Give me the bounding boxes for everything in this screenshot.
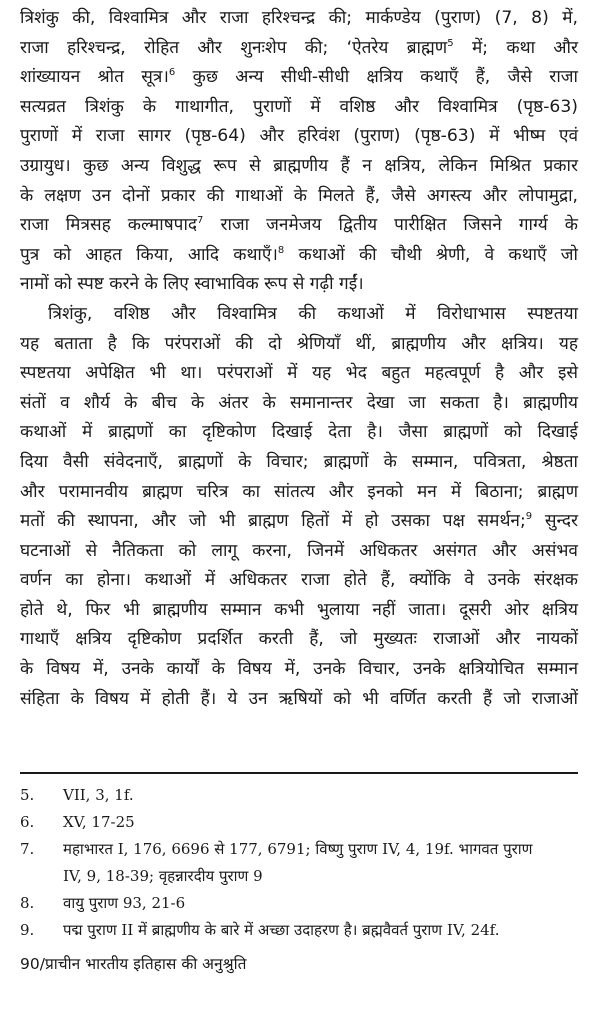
text-line: राजा मित्रसह कल्माषपाद$^7$ राजा जनमेजय द्वितीय पारीक्षित जिसने गार्ग्य के	[20, 215, 579, 236]
text-line: पुराणों में राजा सागर (पृष्ठ-64) और हरिवंश (पुराण) (पृष्ठ-63) में भीष्म एवं	[20, 126, 578, 147]
footnote-6	[20, 809, 590, 836]
footnote-5	[20, 782, 590, 809]
text-line: के विषय में, उनके कार्यों के विषय में, उनके विचार, उनके क्षत्रियोचित सम्मान	[20, 659, 578, 680]
text-line: होते थे, फिर भी ब्राह्मणीय सम्मान कभी भुलाया नहीं जाता। दूसरी ओर क्षत्रिय	[20, 599, 578, 620]
text-line: मतों की स्थापना, और जो भी ब्राह्मण हितों में हो उसका पक्ष समर्थन;$^9$ सुन्दर	[20, 511, 578, 532]
paragraph-2	[20, 300, 578, 714]
footnote-ref-7[interactable]: 7	[197, 215, 204, 227]
footnote-number: 8.	[20, 894, 35, 912]
text-line: सत्यव्रत त्रिशंकु के गाथागीत, पुराणों में वशिष्ठ और विश्वामित्र (पृष्ठ-63)	[20, 96, 578, 117]
page-number: 90	[20, 955, 40, 973]
footnote-7	[20, 836, 590, 890]
footnote-8	[20, 890, 590, 917]
footnote-divider	[20, 772, 578, 774]
footnote-ref-6[interactable]: 6	[168, 67, 176, 79]
footnote-ref-5[interactable]: 5	[447, 37, 454, 49]
footnote-number: 6.	[20, 813, 35, 831]
text-line: संहिता के विषय में होती हैं। ये उन ऋषियों को भी वर्णित करती हैं जो राजाओं	[20, 688, 578, 709]
text-line: गाथाएँ क्षत्रिय दृष्टिकोण प्रदर्शित करती हैं, जो मुख्यतः राजाओं और नायकों	[20, 629, 578, 650]
paragraph-1	[20, 4, 578, 300]
text-line: राजा हरिश्चन्द्र, रोहित और शुनःशेप की; ‘ऐतरेय ब्राह्मण$^5$ में; कथा और	[20, 37, 578, 58]
text-line: कथाओं में ब्राह्मणों का दृष्टिकोण दिखाई देता है। जैसा ब्राह्मणों को दिखाई	[20, 422, 578, 443]
text-line: संतों व शौर्य के बीच के अंतर के समानान्तर देखा जा सकता है। ब्राह्मणीय	[20, 392, 578, 413]
text-line: वर्णन का होना। कथाओं में अधिकतर राजा होते हैं, क्योंकि वे उनके संरक्षक	[20, 570, 578, 591]
footnote-ref-9[interactable]: 9	[525, 511, 533, 523]
footnotes	[20, 782, 590, 944]
text-line: नामों को स्पष्ट करने के लिए स्वाभाविक रूप से गढ़ी गईं।	[20, 274, 364, 295]
text-line: दिया वैसी संवेदनाएँ, ब्राह्मणों के विचार; ब्राह्मणों के सम्मान, पवित्रता, श्रेष्ठता	[20, 451, 578, 472]
footnote-text-line: IV, 9, 18-39; वृहन्नारदीय पुराण 9	[63, 867, 263, 885]
footnote-number: 7.	[20, 840, 35, 858]
footnote-ref-8[interactable]: 8	[277, 244, 285, 256]
text-line: शांख्यायन श्रोत सूत्र।$^6$ कुछ अन्य सीधी-सीधी क्षत्रिय कथाएँ हैं, जैसे राजा	[20, 67, 578, 88]
footnote-text: XV, 17-25	[63, 813, 135, 831]
text-line: स्पष्टतया अपेक्षित भी था। परंपराओं में यह भेद बहुत महत्वपूर्ण है और इसे	[20, 363, 578, 384]
main-text	[20, 4, 578, 714]
book-title: प्राचीन भारतीय इतिहास की अनुश्रुति	[44, 955, 247, 973]
text-line: त्रिशंकु, वशिष्ठ और विश्वामित्र की कथाओं में विरोधाभास स्पष्टतया	[48, 303, 578, 324]
footnote-text-line: महाभारत I, 176, 6696 से 177, 6791; विष्णु पुराण IV, 4, 19f. भागवत पुराण	[63, 840, 533, 858]
text-line: के लक्षण उन दोनों प्रकार की गाथाओं के मिलते हैं, जैसे अगस्त्य और लोपामुद्रा,	[20, 185, 578, 206]
footnote-text: वायु पुराण 93, 21-6	[63, 894, 186, 912]
text-line: त्रिशंकु की, विश्वामित्र और राजा हरिश्चन्द्र की; मार्कण्डेय (पुराण) (7, 8) में,	[20, 8, 578, 28]
footnote-number: 5.	[20, 786, 35, 804]
text-line: पुत्र को आहत किया, आदि कथाएँ।$^8$ कथाओं की चौथी श्रेणी, वे कथाएँ जो	[20, 244, 578, 265]
footer-separator: /	[39, 955, 45, 973]
page-footer	[20, 952, 246, 974]
text-line: और परामानवीय ब्राह्मण चरित्र का सांतत्य और इनको मन में बिठाना; ब्राह्मण	[20, 481, 578, 502]
text-line: घटनाओं से नैतिकता को लागू करना, जिनमें अधिकतर असंगत और असंभव	[20, 540, 578, 561]
footnote-number: 9.	[20, 921, 35, 939]
footnote-text: पद्म पुराण II में ब्राह्मणीय के बारे में अच्छा उदाहरण है। ब्रह्मवैवर्त पुराण IV, 24f.	[63, 921, 500, 939]
footnote-text	[63, 836, 590, 890]
text-line: यह बताता है कि परंपराओं की दो श्रेणियाँ थीं, ब्राह्मणीय और क्षत्रिय। यह	[20, 333, 578, 354]
text-line: उग्रायुध। कुछ अन्य विशुद्ध रूप से ब्राह्मणीय हैं न क्षत्रिय, लेकिन मिश्रित प्रकार	[20, 155, 578, 176]
footnote-9	[20, 917, 590, 944]
footnote-text: VII, 3, 1f.	[63, 786, 134, 804]
